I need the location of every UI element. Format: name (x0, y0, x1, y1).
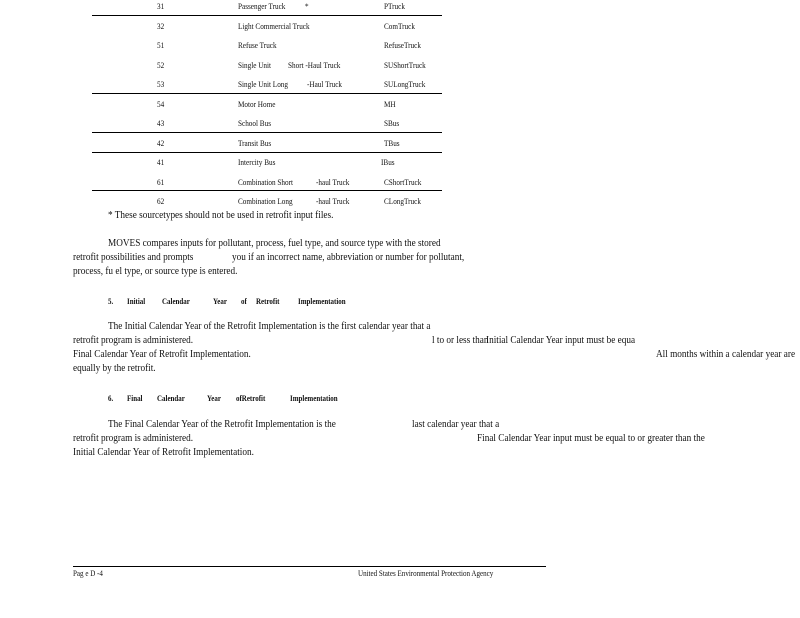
section5-line2b: l to or less than (432, 335, 489, 346)
sourcetype-name: Light Commercial Truck (238, 21, 310, 31)
section6-line3: Initial Calendar Year of Retrofit Implementation. (73, 447, 254, 458)
section5-line1: The Initial Calendar Year of the Retrofit Implementation is the first calendar year that a (108, 321, 431, 332)
sourcetype-name: Passenger Truck (238, 2, 286, 11)
table-rule (92, 190, 442, 191)
sourcetype-name: Refuse Truck (238, 41, 277, 50)
table-rule (92, 93, 442, 94)
section5-heading-word: of (241, 296, 247, 306)
sourcetype-id: 62 (157, 197, 165, 206)
sourcetype-name: Transit Bus (238, 138, 272, 148)
section5-line3a: Final Calendar Year of Retrofit Implementation. (73, 349, 251, 360)
sourcetype-name-part: -haul Truck (316, 177, 350, 187)
sourcetype-name-part: -Haul Truck (307, 80, 343, 89)
sourcetype-id: 61 (157, 177, 165, 187)
sourcetype-id: 41 (157, 158, 165, 167)
sourcetype-abbreviation: CShortTruck (384, 177, 422, 187)
sourcetype-abbreviation: CLongTruck (384, 197, 421, 206)
sourcetype-abbreviation: MH (384, 99, 396, 109)
section6-heading-word: ofRetrofit (236, 393, 266, 403)
section6-heading-word: Implementation (290, 393, 338, 403)
sourcetype-name: Motor Home (238, 99, 276, 109)
section5-heading-word: Implementation (298, 296, 346, 306)
section5-heading-word: Calendar (162, 296, 190, 306)
sourcetype-abbreviation: ComTruck (384, 21, 415, 31)
sourcetype-id: 32 (157, 21, 165, 31)
section6-line2b: Final Calendar Year input must be equal to or greater than the (477, 433, 705, 444)
section6-heading-word: Calendar (157, 393, 185, 403)
sourcetype-name: Single Unit Long (238, 80, 289, 89)
section5-heading-word: Retrofit (256, 296, 280, 306)
sourcetype-id: 52 (157, 60, 165, 70)
sourcetype-name-part: Short -Haul Truck (288, 60, 341, 70)
footer-agency: United States Environmental Protection Agency (358, 569, 494, 578)
para1-line2b: you if an incorrect name, abbreviation or number for pollutant, (232, 252, 465, 263)
sourcetype-abbreviation: PTruck (384, 2, 405, 11)
section6-line1b: last calendar year that a (412, 419, 500, 430)
para1-line3: process, fu el type, or source type is entered. (73, 266, 238, 277)
sourcetype-abbreviation: TBus (384, 138, 400, 148)
sourcetype-id: 51 (157, 41, 165, 50)
table-rule (92, 152, 442, 153)
sourcetype-abbreviation: RefuseTruck (384, 41, 421, 50)
section6-number: 6. (108, 393, 114, 403)
table-rule (92, 132, 442, 133)
section5-line3b: All months within a calendar year are (656, 349, 796, 360)
sourcetype-name: Single Unit (238, 60, 272, 70)
sourcetype-name: Intercity Bus (238, 158, 276, 167)
sourcetype-id: 53 (157, 80, 165, 89)
sourcetype-name-part: * (305, 2, 309, 11)
footer-page-number: Pag e D -4 (73, 569, 103, 578)
sourcetype-abbreviation: IBus (381, 158, 395, 167)
para1-line1: MOVES compares inputs for pollutant, process, fuel type, and source type with the stored (108, 238, 441, 249)
section5-heading-word: Initial (127, 296, 146, 306)
section6-line2a: retrofit program is administered. (73, 433, 194, 444)
sourcetype-id: 43 (157, 119, 165, 128)
sourcetype-abbreviation: SUShortTruck (384, 60, 426, 70)
sourcetype-name-part: -haul Truck (316, 197, 350, 206)
sourcetype-id: 54 (157, 99, 165, 109)
sourcetype-name: Combination Long (238, 197, 293, 206)
section5-number: 5. (108, 296, 114, 306)
footer-rule (73, 566, 546, 567)
section6-line1a: The Final Calendar Year of the Retrofit Implementation is the (108, 419, 336, 430)
section5-line4: equally by the retrofit. (73, 363, 156, 374)
sourcetype-name: Combination Short (238, 177, 294, 187)
section6-heading-word: Year (207, 393, 221, 403)
section6-heading-word: Final (127, 393, 143, 403)
table-rule (92, 15, 442, 16)
section5-line2c: Initial Calendar Year input must be equa (486, 335, 636, 346)
section5-line2a: retrofit program is administered. (73, 335, 194, 346)
sourcetype-name: School Bus (238, 119, 272, 128)
para1-line2a: retrofit possibilities and prompts (73, 252, 194, 263)
sourcetype-abbreviation: SBus (384, 119, 400, 128)
table-footnote: * These sourcetypes should not be used in retrofit input files. (108, 210, 334, 221)
sourcetype-id: 42 (157, 138, 165, 148)
sourcetype-abbreviation: SULongTruck (384, 80, 426, 89)
sourcetype-id: 31 (157, 2, 165, 11)
section5-heading-word: Year (213, 296, 227, 306)
